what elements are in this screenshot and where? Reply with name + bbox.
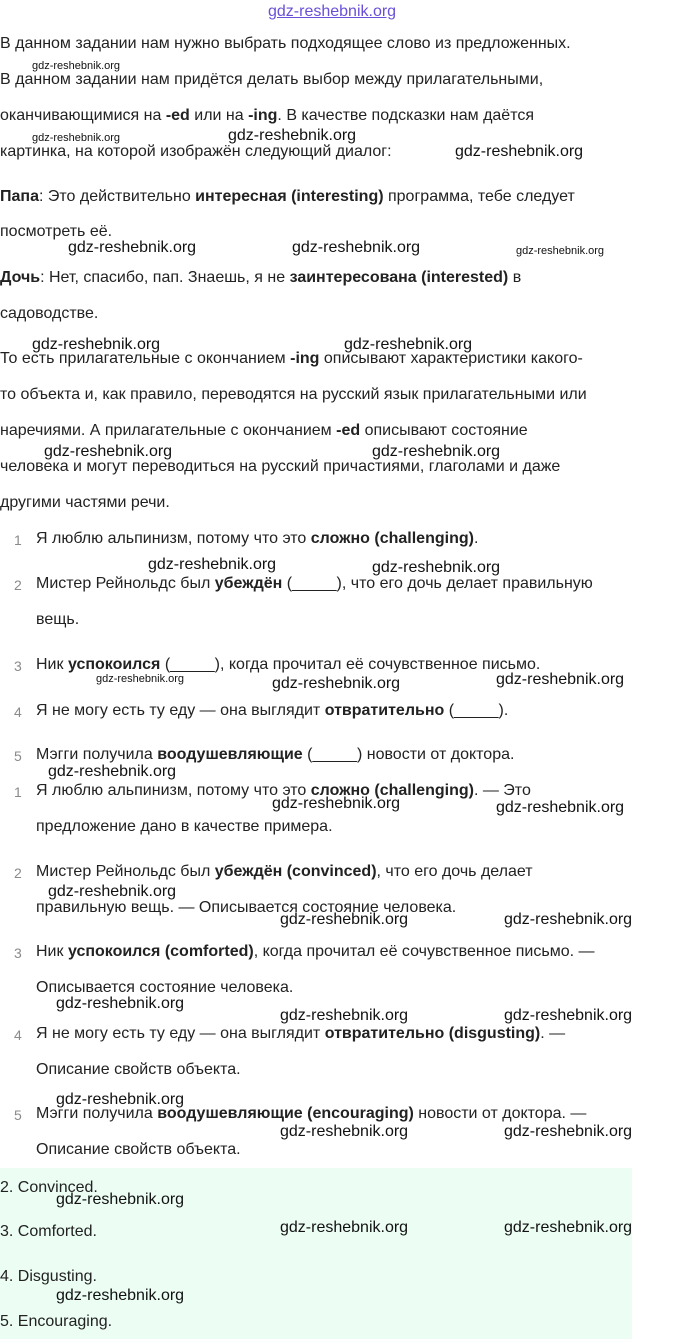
solution-item: Мистер Рейнольдс был убеждён (convinced), что его дочь делает — [36, 863, 533, 880]
watermark-text: gdz-reshebnik.org — [148, 556, 277, 573]
watermark-text: gdz-reshebnik.org — [272, 675, 401, 692]
watermark-text: gdz-reshebnik.org — [280, 911, 409, 928]
intro-paragraph-line: В данном задании нам придётся делать выбор между прилагательными, — [0, 71, 544, 88]
watermark-text: gdz-reshebnik.org — [504, 1123, 633, 1140]
watermark-text: gdz-reshebnik.org — [228, 127, 357, 144]
watermark-text: gdz-reshebnik.org — [32, 132, 121, 144]
solution-number: 3 — [14, 945, 22, 961]
intro-line-1: В данном задании нам нужно выбрать подходящее слово из предложенных. — [0, 35, 571, 52]
explanation-line: человека и могут переводиться на русский причастиями, глаголами и даже — [0, 458, 561, 475]
explanation-line: другими частями речи. — [0, 494, 170, 511]
task-item-continuation: вещь. — [36, 611, 80, 628]
watermark-text: gdz-reshebnik.org — [504, 1219, 633, 1236]
solution-number: 2 — [14, 865, 22, 881]
solution-item: Я не могу есть ту еду — она выглядит отвратительно (disgusting). — — [36, 1025, 566, 1042]
watermark-text: gdz-reshebnik.org — [32, 336, 161, 353]
task-number: 5 — [14, 748, 22, 764]
top-watermark-link[interactable]: gdz-reshebnik.org — [268, 3, 397, 20]
explanation-line: то объекта и, как правило, переводятся на русский язык прилагательными или — [0, 386, 587, 403]
watermark-text: gdz-reshebnik.org — [504, 911, 633, 928]
watermark-text: gdz-reshebnik.org — [48, 763, 177, 780]
watermark-text: gdz-reshebnik.org — [516, 245, 605, 257]
task-item: Я люблю альпинизм, потому что это сложно (challenging). — [36, 530, 479, 547]
watermark-text: gdz-reshebnik.org — [44, 443, 173, 460]
solution-item: Мэгги получила воодушевляющие (encouraging) новости от доктора. — — [36, 1105, 587, 1122]
intro-paragraph-line: картинка, на которой изображён следующий диалог: — [0, 143, 392, 160]
solution-number: 5 — [14, 1107, 22, 1123]
watermark-text: gdz-reshebnik.org — [292, 239, 421, 256]
dialogue-daughter-line: Дочь: Нет, спасибо, пап. Знаешь, я не заинтересована (interested) в — [0, 269, 522, 286]
solution-item: Я люблю альпинизм, потому что это сложно (challenging). — Это — [36, 782, 531, 799]
task-item: Я не могу есть ту еду — она выглядит отвратительно (_____). — [36, 702, 509, 719]
watermark-text: gdz-reshebnik.org — [272, 795, 401, 812]
dialogue-dad-line: посмотреть её. — [0, 223, 113, 240]
task-number: 3 — [14, 658, 22, 674]
task-item: Мэгги получила воодушевляющие (_____) новости от доктора. — [36, 746, 515, 763]
watermark-text: gdz-reshebnik.org — [372, 443, 501, 460]
watermark-text: gdz-reshebnik.org — [68, 239, 197, 256]
task-item: Ник успокоился (_____), когда прочитал её сочувственное письмо. — [36, 656, 541, 673]
solution-number: 1 — [14, 784, 22, 800]
task-number: 1 — [14, 532, 22, 548]
answer-line: 3. Comforted. — [0, 1223, 97, 1240]
explanation-line: наречиями. А прилагательные с окончанием -ed описывают состояние — [0, 422, 528, 439]
solution-item-continuation: Описание свойств объекта. — [36, 1061, 241, 1078]
watermark-text: gdz-reshebnik.org — [280, 1219, 409, 1236]
explanation-line: То есть прилагательные с окончанием -ing описывают характеристики какого- — [0, 350, 583, 367]
watermark-text: gdz-reshebnik.org — [372, 559, 501, 576]
dialogue-daughter-line: садоводстве. — [0, 305, 99, 322]
watermark-text: gdz-reshebnik.org — [280, 1123, 409, 1140]
watermark-text: gdz-reshebnik.org — [96, 673, 185, 685]
answer-line: 2. Convinced. — [0, 1179, 98, 1196]
watermark-text: gdz-reshebnik.org — [280, 1007, 409, 1024]
watermark-text: gdz-reshebnik.org — [455, 143, 584, 160]
solution-item-continuation: Описание свойств объекта. — [36, 1141, 241, 1158]
watermark-text: gdz-reshebnik.org — [56, 1091, 185, 1108]
solution-number: 4 — [14, 1027, 22, 1043]
watermark-text: gdz-reshebnik.org — [32, 60, 121, 72]
watermark-text: gdz-reshebnik.org — [504, 1007, 633, 1024]
solution-item-continuation: предложение дано в качестве примера. — [36, 818, 333, 835]
watermark-text: gdz-reshebnik.org — [56, 995, 185, 1012]
intro-paragraph-line: оканчивающимися на -ed или на -ing. В качестве подсказки нам даётся — [0, 107, 535, 124]
task-item: Мистер Рейнольдс был убеждён (_____), что его дочь делает правильную — [36, 575, 593, 592]
answer-line: 4. Disgusting. — [0, 1268, 97, 1285]
solution-item-continuation: Описывается состояние человека. — [36, 979, 294, 996]
watermark-text: gdz-reshebnik.org — [56, 1287, 185, 1304]
task-number: 2 — [14, 577, 22, 593]
solution-item: Ник успокоился (comforted), когда прочитал её сочувственное письмо. — — [36, 943, 595, 960]
watermark-text: gdz-reshebnik.org — [496, 799, 625, 816]
watermark-text: gdz-reshebnik.org — [344, 336, 473, 353]
dialogue-dad-line: Папа: Это действительно интересная (interesting) программа, тебе следует — [0, 188, 575, 205]
solution-item-continuation: правильную вещь. — Описывается состояние человека. — [36, 899, 457, 916]
watermark-text: gdz-reshebnik.org — [496, 671, 625, 688]
answer-line: 5. Encouraging. — [0, 1313, 113, 1330]
task-number: 4 — [14, 704, 22, 720]
watermark-text: gdz-reshebnik.org — [48, 883, 177, 900]
watermark-text: gdz-reshebnik.org — [56, 1191, 185, 1208]
